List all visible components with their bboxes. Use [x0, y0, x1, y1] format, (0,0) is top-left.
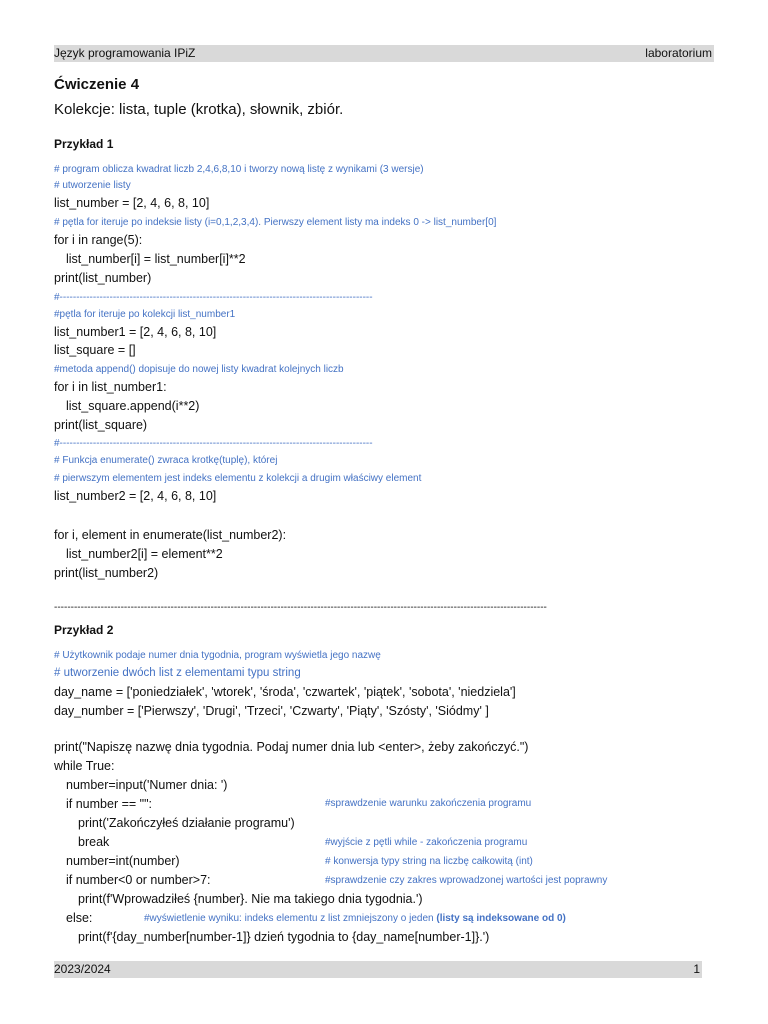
code-comment: # pętla for iteruje po indeksie listy (i=0,1,2,3,4). Pierwszy element listy ma indeks 0 -> list_number[0]	[54, 217, 497, 228]
comment-text: #wyświetlenie wyniku: indeks elementu z list zmniejszony o jeden	[144, 913, 437, 924]
example1-heading: Przykład 1	[54, 137, 114, 151]
code-comment: # utworzenie dwóch list z elementami typu string	[54, 667, 301, 679]
code-line: break	[78, 835, 110, 849]
example2-heading: Przykład 2	[54, 623, 114, 637]
code-line: else:	[66, 911, 93, 925]
code-line: list_square = []	[54, 343, 136, 357]
code-comment: #wyjście z pętli while - zakończenia programu	[325, 837, 528, 848]
code-line: list_number = [2, 4, 6, 8, 10]	[54, 196, 210, 210]
code-line: number=int(number)	[66, 854, 180, 868]
code-line: for i in range(5):	[54, 233, 143, 247]
code-line: print(f'{day_number[number-1]} dzień tygodnia to {day_name[number-1]}.')	[78, 930, 490, 944]
code-line: while True:	[54, 759, 115, 773]
page-footer	[54, 961, 702, 978]
code-comment	[144, 913, 566, 924]
code-comment: # utworzenie listy	[54, 180, 131, 191]
header-type: laboratorium	[645, 46, 712, 60]
header-course: Język programowania IPiZ	[54, 46, 196, 60]
code-line: print("Napiszę nazwę dnia tygodnia. Podaj numer dnia lub <enter>, żeby zakończyć.")	[54, 740, 529, 754]
code-line: for i, element in enumerate(list_number2):	[54, 528, 287, 542]
section-separator: ----------------------------------------------------------------------------------------------------------------------------------------------------	[54, 602, 547, 613]
code-comment: #----------------------------------------------------------------------------------------------	[54, 292, 373, 303]
code-line: list_number1 = [2, 4, 6, 8, 10]	[54, 325, 217, 339]
page-number: 1	[693, 962, 700, 976]
code-line: print(f'Wprowadziłeś {number}. Nie ma takiego dnia tygodnia.')	[78, 892, 423, 906]
code-comment: # Użytkownik podaje numer dnia tygodnia, program wyświetla jego nazwę	[54, 650, 381, 661]
code-comment: #sprawdzenie warunku zakończenia programu	[325, 798, 532, 809]
code-line: print('Zakończyłeś działanie programu')	[78, 816, 295, 830]
page-header	[54, 45, 714, 62]
code-line: if number<0 or number>7:	[66, 873, 211, 887]
code-comment: #----------------------------------------------------------------------------------------------	[54, 438, 373, 449]
exercise-subtitle: Kolekcje: lista, tuple (krotka), słownik, zbiór.	[54, 101, 344, 118]
code-comment: #sprawdzenie czy zakres wprowadzonej wartości jest poprawny	[325, 875, 608, 886]
code-line: day_number = ['Pierwszy', 'Drugi', 'Trzeci', 'Czwarty', 'Piąty', 'Szósty', 'Siódmy' ]	[54, 704, 489, 718]
code-comment: # program oblicza kwadrat liczb 2,4,6,8,10 i tworzy nową listę z wynikami (3 wersje)	[54, 164, 424, 175]
code-line: print(list_square)	[54, 418, 148, 432]
code-comment: # pierwszym elementem jest indeks elementu z kolekcji a drugim właściwy element	[54, 473, 422, 484]
code-comment: # Funkcja enumerate() zwraca krotkę(tuplę), której	[54, 455, 278, 466]
code-line: for i in list_number1:	[54, 380, 167, 394]
code-line: print(list_number2)	[54, 566, 159, 580]
code-line: day_name = ['poniedziałek', 'wtorek', 'środa', 'czwartek', 'piątek', 'sobota', 'niedziela']	[54, 685, 516, 699]
code-line: list_number[i] = list_number[i]**2	[66, 252, 246, 266]
exercise-title: Ćwiczenie 4	[54, 76, 140, 93]
code-line: list_number2[i] = element**2	[66, 547, 223, 561]
code-comment: # konwersja typy string na liczbę całkowitą (int)	[325, 856, 533, 867]
footer-year: 2023/2024	[54, 962, 111, 976]
code-line: if number == "":	[66, 797, 152, 811]
code-comment: #metoda append() dopisuje do nowej listy kwadrat kolejnych liczb	[54, 364, 344, 375]
code-line: print(list_number)	[54, 271, 152, 285]
comment-emphasis: (listy są indeksowane od 0)	[436, 913, 566, 924]
code-line: number=input('Numer dnia: ')	[66, 778, 228, 792]
code-comment: #pętla for iteruje po kolekcji list_number1	[54, 309, 236, 320]
code-line: list_number2 = [2, 4, 6, 8, 10]	[54, 489, 217, 503]
code-line: list_square.append(i**2)	[66, 399, 200, 413]
